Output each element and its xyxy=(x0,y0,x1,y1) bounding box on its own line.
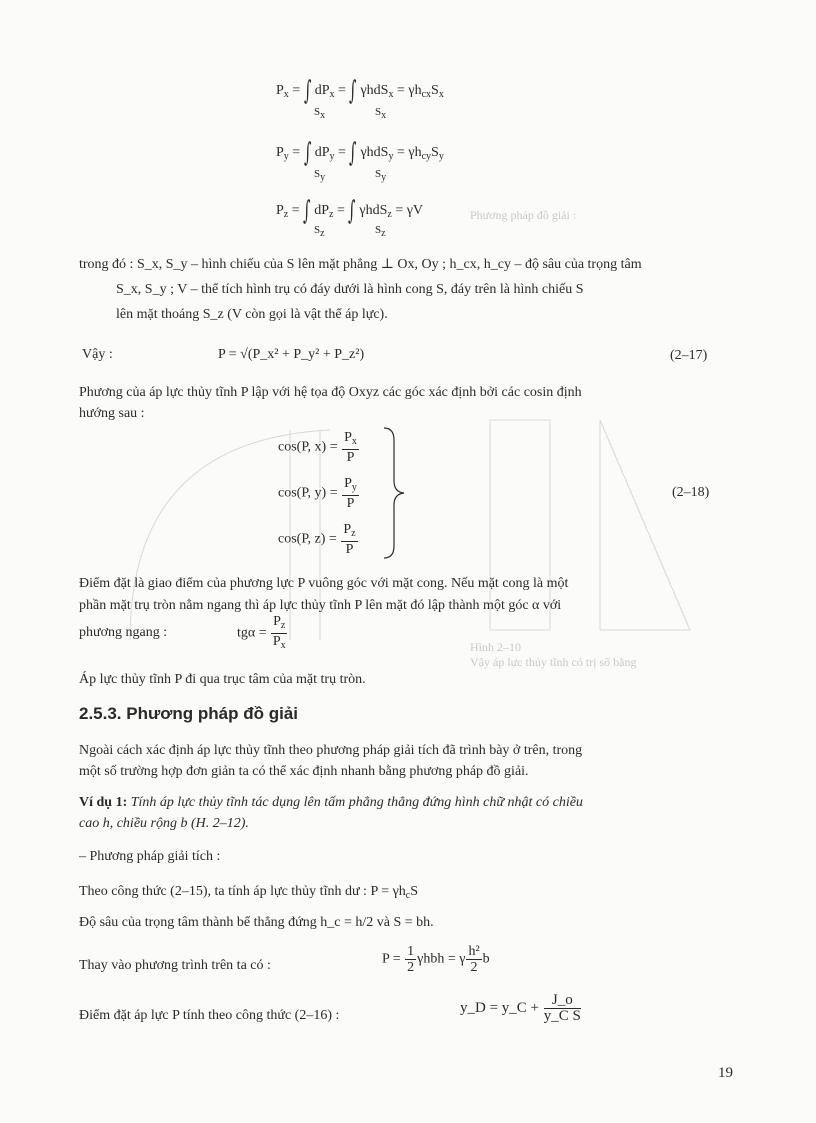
example-depth-line xyxy=(79,914,434,932)
cosine-y: cos(P, y) = $\frac{P_y}{P}$ xyxy=(278,476,357,511)
example-label: Ví dụ 1: xyxy=(79,795,128,810)
page-number: 19 xyxy=(718,1065,733,1081)
where-line-2: S_x, S_y ; V – thể tích hình trụ có đáy dưới là hình cong S, đáy trên là hình chiếu S xyxy=(116,282,584,297)
py-limit-1: Sy xyxy=(314,168,326,183)
intro-line-1: Ngoài cách xác định áp lực thủy tĩnh theo phương pháp giải tích đã trình bày ở trên, trong xyxy=(79,743,583,758)
tg-alpha-formula: tgα = $\frac{P_z}{P_x}$ xyxy=(237,614,286,651)
example-depth: Độ sâu của trọng tâm thành bể thẳng đứng xyxy=(79,915,317,930)
example-substitute-formula: P = $\frac{1}{2}$ γhbh = γ $\frac{\text{h²}}{2}$ b xyxy=(382,944,490,975)
cosine-x: cos(P, x) = $\frac{P_x}{P}$ xyxy=(278,430,357,465)
example-depth-formula: h_c = h/2 và S = bh. xyxy=(320,915,434,930)
vay-formula: P = √(P_x² + P_y² + P_z²) xyxy=(218,347,365,362)
ghost-text-3: Vậy áp lực thủy tĩnh có trị số bằng xyxy=(470,655,637,669)
point-line-2: phần mặt trụ tròn nằm ngang thì áp lực thủy tĩnh P lên mặt đó lập thành một góc α với xyxy=(79,598,562,613)
example-application-formula: y_D = y_C + $\frac{J\_o}{\text{y\_C S}}$ xyxy=(460,992,581,1024)
point-line-3: phương ngang : xyxy=(79,625,168,640)
equation-number-2-18: (2–18) xyxy=(672,485,710,500)
point-line-1: Điểm đặt là giao điểm của phương lực P vuông góc với mặt cong. Nếu mặt cong là một xyxy=(79,576,569,591)
example-formula-intro: Theo công thức (2–15), ta tính áp lực thủy tĩnh dư : xyxy=(79,884,367,899)
equation-px: $P_x$ = ∫ $dP_x$ = ∫ $\gamma hdS_x = \gamma h_{cx}S_x$ xyxy=(276,76,444,106)
vay-label: Vậy : xyxy=(82,347,113,362)
ghost-text-1: Phương pháp đồ giải : xyxy=(470,208,577,222)
ghost-text-2: Hình 2–10 xyxy=(470,640,521,654)
pz-limit-1: Sz xyxy=(314,224,325,239)
px-limit-2: Sx xyxy=(375,106,387,121)
intro-line-2: một số trường hợp đơn giản ta có thể xác định nhanh bằng phương pháp đồ giải. xyxy=(79,764,529,779)
example-line-2: cao h, chiều rộng b (H. 2–12). xyxy=(79,816,249,831)
cosine-brace xyxy=(382,426,408,560)
example-formula: $P = \gamma h_cS$ xyxy=(370,884,419,901)
example-formula-line xyxy=(79,883,418,905)
equation-py: $P_y$ = ∫ $dP_y$ = ∫ $\gamma hdS_y = \gamma h_{cy}S_y$ xyxy=(276,138,444,168)
py-limit-2: Sy xyxy=(375,168,387,183)
equation-pz: $P_z$ = ∫ $dP_z$ = ∫ γhdS$_z$ = γV xyxy=(276,196,424,226)
axis-line: Áp lực thủy tĩnh P đi qua trục tâm của mặt trụ tròn. xyxy=(79,672,366,687)
equation-number-2-17: (2–17) xyxy=(670,348,708,363)
direction-line-1: Phương của áp lực thủy tĩnh P lập với hệ tọa độ Oxyz các góc xác định bởi các cosin định xyxy=(79,385,582,400)
example-substitute: Thay vào phương trình trên ta có : xyxy=(79,958,271,973)
direction-line-2: hướng sau : xyxy=(79,406,145,421)
example-line-1 xyxy=(79,794,583,812)
example-text-1: Tính áp lực thủy tĩnh tác dụng lên tấm phẳng thẳng đứng hình chữ nhật có chiều xyxy=(130,795,583,810)
where-line-3: lên mặt thoáng S_z (V còn gọi là vật thể áp lực). xyxy=(116,307,388,322)
example-application: Điểm đặt áp lực P tính theo công thức (2–16) : xyxy=(79,1008,340,1023)
pz-limit-2: Sz xyxy=(375,224,386,239)
px-limit-1: Sx xyxy=(314,106,326,121)
example-method: – Phương pháp giải tích : xyxy=(79,849,221,864)
cosine-z: cos(P, z) = $\frac{P_z}{P}$ xyxy=(278,522,356,557)
section-title: 2.5.3. Phương pháp đồ giải xyxy=(79,704,298,723)
where-line-1: trong đó : S_x, S_y – hình chiếu của S lên mặt phẳng ⊥ Ox, Oy ; h_cx, h_cy – độ sâu của trọng tâm xyxy=(79,257,642,272)
